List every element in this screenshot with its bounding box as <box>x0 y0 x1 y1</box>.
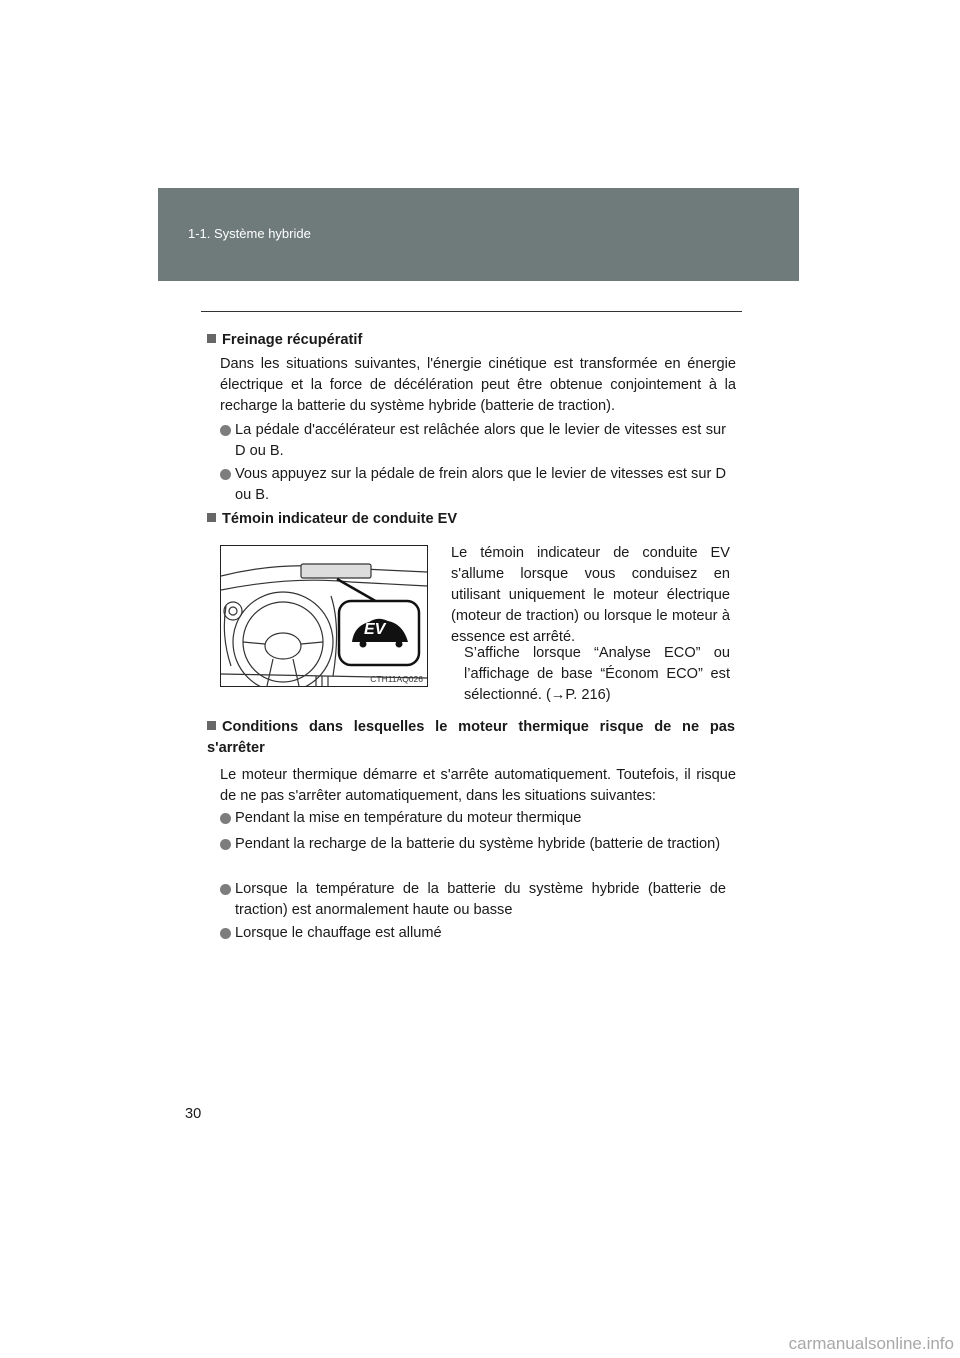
bullet-icon <box>220 928 231 939</box>
note-affichage: S’affiche lorsque “Analyse ECO” ou l’affichage de base “Économ ECO” est sélectionné. (→P. 216) <box>464 645 730 703</box>
section-title: 1-1. Système hybride <box>188 226 311 241</box>
watermark: carmanualsonline.info <box>788 1334 954 1353</box>
square-bullet-icon <box>207 334 216 343</box>
heading-temoin-ev: Témoin indicateur de conduite EV <box>207 509 457 530</box>
list-item: Pendant la recharge de la batterie du système hybride (batterie de traction) <box>220 834 726 855</box>
list-item: Lorsque le chauffage est allumé <box>220 923 726 944</box>
list-item: Pendant la mise en température du moteur thermique <box>220 808 726 829</box>
paragraph-conditions: Le moteur thermique démarre et s'arrête automatiquement. Toutefois, il risque de ne pas s'arrêter automatiquement, dans les situations suivantes: <box>220 767 736 804</box>
page-number: 30 <box>185 1106 202 1122</box>
dashboard-illustration <box>220 545 428 687</box>
list-item: Lorsque la température de la batterie du système hybride (batterie de traction) est anormalement haute ou basse <box>220 879 726 921</box>
paragraph-temoin-ev: Le témoin indicateur de conduite EV s'allume lorsque vous conduisez en utilisant uniquement le moteur électrique (moteur de traction) ou lorsque le moteur à essence est arrêté. <box>451 545 730 645</box>
divider <box>201 311 742 312</box>
bullet-icon <box>220 813 231 824</box>
heading-freinage: Freinage récupératif <box>207 330 362 351</box>
square-bullet-icon <box>207 721 216 730</box>
list-item: Vous appuyez sur la pédale de frein alors que le levier de vitesses est sur D ou B. <box>220 464 726 506</box>
figure-label: CTH11AQ026 <box>370 674 423 684</box>
header-band <box>158 188 799 281</box>
heading-conditions: Conditions dans lesquelles le moteur thermique risque de ne pas s'arrêter <box>207 719 735 756</box>
dashboard-drawing <box>221 546 427 686</box>
list-item: La pédale d'accélérateur est relâchée alors que le levier de vitesses est sur D ou B. <box>220 420 726 462</box>
square-bullet-icon <box>207 513 216 522</box>
bullet-icon <box>220 884 231 895</box>
bullet-icon <box>220 469 231 480</box>
bullet-icon <box>220 839 231 850</box>
ev-icon: EV <box>364 621 386 638</box>
bullet-icon <box>220 425 231 436</box>
paragraph-freinage: Dans les situations suivantes, l'énergie cinétique est transformée en énergie électrique et la force de décélération peut être obtenue conjointement à la recharge la batterie du système hybride (batterie de traction). <box>220 356 736 414</box>
